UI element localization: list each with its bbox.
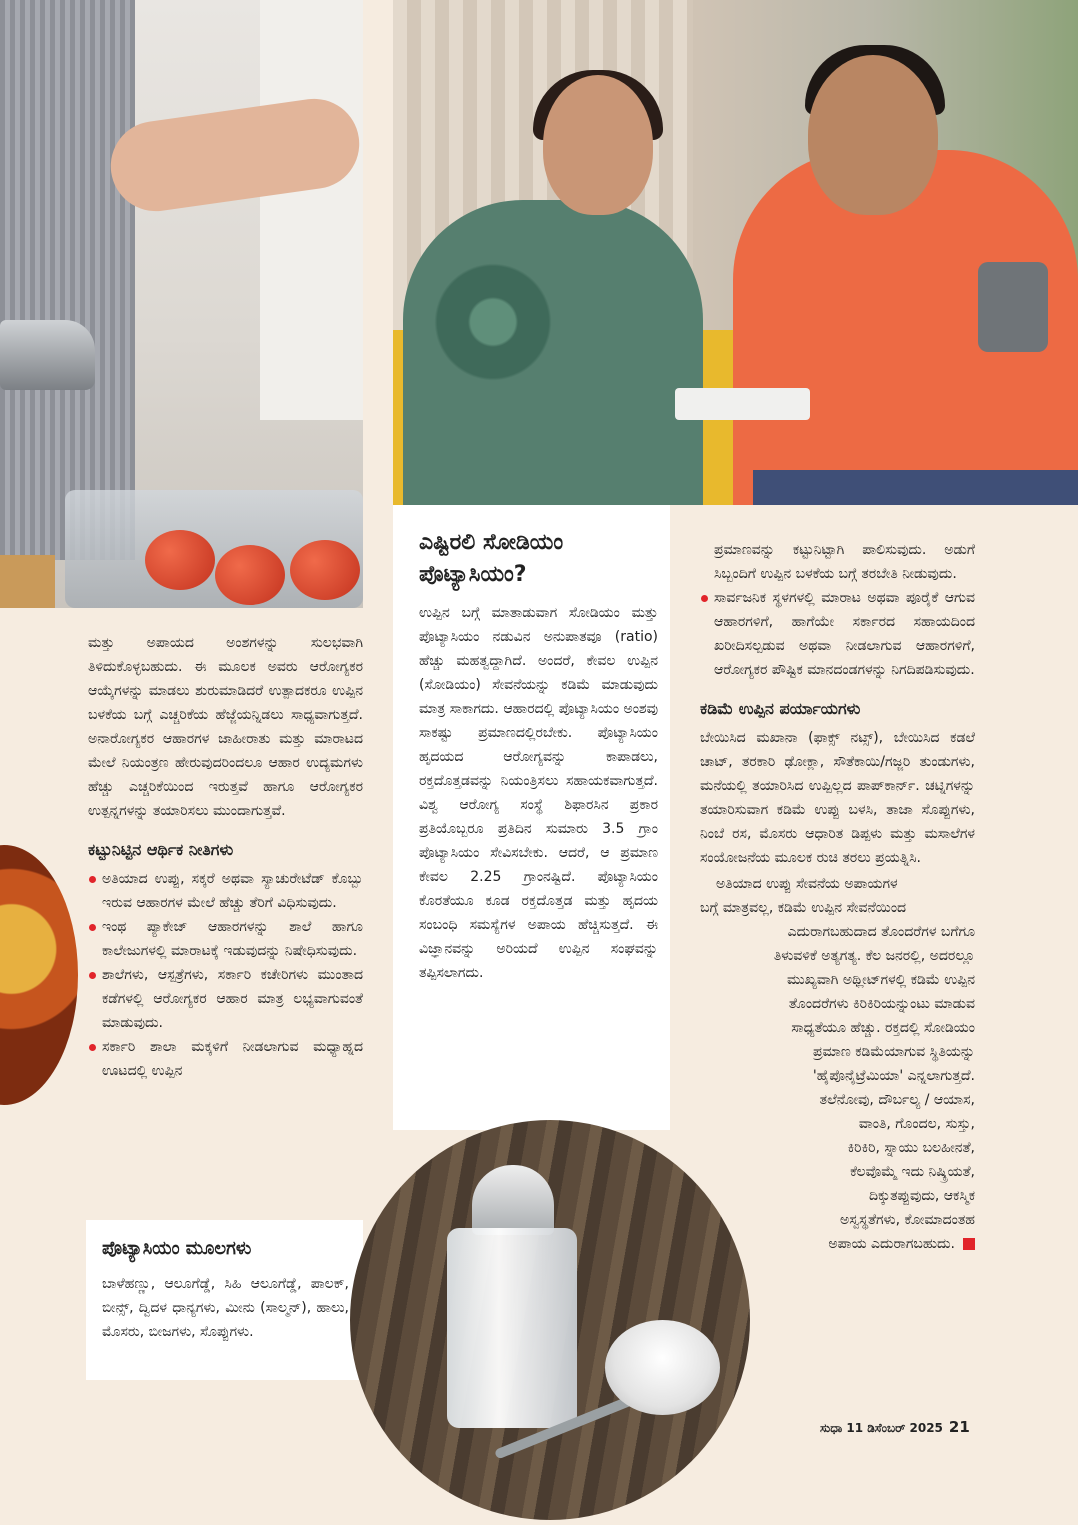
text-line: ಕೆಲವೊಮ್ಮೆ ಇದು ನಿಷ್ಕ್ರಿಯತೆ, xyxy=(850,1164,975,1180)
text-line: ಬಗ್ಗೆ ಮಾತ್ರವಲ್ಲ, ಕಡಿಮೆ ಉಪ್ಪಿನ ಸೇವನೆಯಿಂದ xyxy=(700,900,907,916)
potassium-sources-box xyxy=(86,1220,363,1380)
salt-spoon xyxy=(605,1320,720,1415)
jeans xyxy=(753,470,1078,505)
woman-face xyxy=(543,75,653,215)
bp-monitor xyxy=(675,388,810,420)
fiscal-policy-heading: ಕಟ್ಟುನಿಟ್ಟಿನ ಆರ್ಥಿಕ ನೀತಿಗಳು xyxy=(88,840,234,859)
list-item: ಸಾರ್ವಜನಿಕ ಸ್ಥಳಗಳಲ್ಲಿ ಮಾರಾಟ ಅಥವಾ ಪೂರೈಕೆ ಆಗುವ ಆಹಾರಗಳಿಗೆ, ಹಾಗೆಯೇ ಸರ್ಕಾರದ ಸಹಾಯದಿಂದ ಖರೀದಿಸಲ್ಪಡುವ ಅಥವಾ ನೀಡಲಾಗುವ ಆಹಾರಗಳಿಗೆ, ಆರೋಗ್ಯಕರ ಪೌಷ್ಟಿಕ ಮಾನದಂಡಗಳನ್ನು ನಿಗದಿಪಡಿಸುವುದು. xyxy=(700,586,975,682)
fiscal-policy-list xyxy=(88,867,363,1083)
pepper-circle-photo xyxy=(0,845,78,1105)
window-light xyxy=(260,0,363,420)
tomato xyxy=(215,545,285,605)
column-2 xyxy=(393,505,670,1130)
text-line: ಅಪಾಯ ಎದುರಾಗಬಹುದು. xyxy=(828,1236,955,1252)
low-salt-heading: ಕಡಿಮೆ ಉಪ್ಪಿನ ಪರ್ಯಾಯಗಳು xyxy=(700,699,861,718)
text-line: ವಾಂತಿ, ಗೊಂದಲ, ಸುಸ್ತು, xyxy=(858,1116,975,1132)
column-3 xyxy=(700,538,975,1256)
list-item: ಸರ್ಕಾರಿ ಶಾಲಾ ಮಕ್ಕಳಿಗೆ ನೀಡಲಾಗುವ ಮಧ್ಯಾಹ್ನದ ಊಟದಲ್ಲಿ ಉಪ್ಪಿನ xyxy=(88,1035,363,1083)
text-line: ದಿಕ್ಕುತಪ್ಪುವುದು, ಆಕಸ್ಮಿಕ xyxy=(868,1188,975,1204)
potassium-sources-heading: ಪೊಟ್ಯಾಸಿಯಂ ಮೂಲಗಳು xyxy=(102,1238,252,1259)
public-food-list xyxy=(700,586,975,682)
woman xyxy=(403,200,703,505)
cutting-board xyxy=(0,555,55,608)
low-salt-alternatives: ಬೇಯಿಸಿದ ಮಖಾನಾ (ಫಾಕ್ಸ್ ನಟ್ಸ್), ಬೇಯಿಸಿದ ಕಡಲೆ ಚಾಟ್, ತರಕಾರಿ ಢೋಕ್ಲಾ, ಸೌತೆಕಾಯಿ/ಗಜ್ಜರಿ ತುಂಡುಗಳು, ಮನೆಯಲ್ಲಿ ತಯಾರಿಸಿದ ಉಪ್ಪಿಲ್ಲದ ಪಾಪ್‌ಕಾರ್ನ್. ಚಟ್ನಿಗಳನ್ನು ತಯಾರಿಸುವಾಗ ಕಡಿಮೆ ಉಪ್ಪು ಬಳಸಿ, ತಾಜಾ ಸೊಪ್ಪುಗಳು, ನಿಂಬೆ ರಸ, ಮೊಸರು ಆಧಾರಿತ ಡಿಪ್ಪಳು ಮತ್ತು ಮಸಾಲೆಗಳ ಸಂಯೋಜನೆಯ ಮೂಲಕ ರುಚಿ ತರಲು ಪ್ರಯತ್ನಿಸಿ. xyxy=(700,730,975,866)
col1-paragraph: ಮತ್ತು ಅಪಾಯದ ಅಂಶಗಳನ್ನು ಸುಲಭವಾಗಿ ತಿಳಿದುಕೊಳ್ಳಬಹುದು. ಈ ಮೂಲಕ ಅವರು ಆರೋಗ್ಯಕರ ಆಯ್ಕೆಗಳನ್ನು ಮಾಡಲು ಶುರುಮಾಡಿದರೆ ಉತ್ಪಾದಕರೂ ಉಪ್ಪಿನ ಬಳಕೆಯ ಬಗ್ಗೆ ಎಚ್ಚರಿಕೆಯ ಹೆಜ್ಜೆಯನ್ನಿಡಲು ಸಾಧ್ಯವಾಗುತ್ತದೆ. ಅನಾರೋಗ್ಯಕರ ಆಹಾರಗಳ ಜಾಹೀರಾತು ಮತ್ತು ಮಾರಾಟದ ಮೇಲೆ ನಿಯಂತ್ರಣ ಹೇರುವುದರಿಂದಲೂ ಆಹಾರ ಉದ್ಯಮಗಳು ಹೆಚ್ಚು ಎಚ್ಚರಿಕೆಯಿಂದ ಇರುತ್ತವೆ ಹಾಗೂ ಆರೋಗ್ಯಕರ ಉತ್ಪನ್ನಗಳನ್ನು ತಯಾರಿಸಲು ಮುಂದಾಗುತ್ತವೆ. xyxy=(88,635,363,819)
hyponatremia-paragraph xyxy=(700,872,975,1256)
col3-paragraph: ಪ್ರಮಾಣವನ್ನು ಕಟ್ಟುನಿಟ್ಟಾಗಿ ಪಾಲಿಸುವುದು. ಅಡುಗೆ ಸಿಬ್ಬಂದಿಗೆ ಉಪ್ಪಿನ ಬಳಕೆಯ ಬಗ್ಗೆ ತರಬೇತಿ ನೀಡುವುದು. xyxy=(714,542,975,582)
salt-shaker-photo xyxy=(350,1120,750,1520)
column-1 xyxy=(88,631,363,1083)
text-line-last xyxy=(700,1232,975,1256)
page-footer xyxy=(820,1418,970,1436)
text-line: ಪ್ರಮಾಣ ಕಡಿಮೆಯಾಗುವ ಸ್ಥಿತಿಯನ್ನು xyxy=(812,1044,975,1060)
shaker-cap xyxy=(472,1165,554,1235)
couple-bp-photo xyxy=(393,0,1078,505)
sodium-potassium-heading: ಎಷ್ಟಿರಲಿ ಸೋಡಿಯಂ ಪೊಟ್ಯಾಸಿಯಂ? xyxy=(419,530,564,587)
text-line: ಅತಿಯಾದ ಉಪ್ಪು ಸೇವನೆಯ ಅಪಾಯಗಳ xyxy=(716,876,898,892)
end-mark-icon xyxy=(963,1238,975,1250)
tomato xyxy=(145,530,215,590)
list-item: ಶಾಲೆಗಳು, ಆಸ್ಪತ್ರೆಗಳು, ಸರ್ಕಾರಿ ಕಚೇರಿಗಳು ಮುಂತಾದ ಕಡೆಗಳಲ್ಲಿ ಆರೋಗ್ಯಕರ ಆಹಾರ ಮಾತ್ರ ಲಭ್ಯವಾಗುವಂತೆ ಮಾಡುವುದು. xyxy=(88,963,363,1035)
text-line: ಮುಖ್ಯವಾಗಿ ಅಥ್ಲೀಟ್‌ಗಳಲ್ಲಿ ಕಡಿಮೆ ಉಪ್ಪಿನ xyxy=(786,972,975,988)
glass-bowl xyxy=(65,490,363,608)
water-tap xyxy=(0,320,95,390)
text-line: ತಲೆನೋವು, ದೌರ್ಬಲ್ಯ / ಆಯಾಸ, xyxy=(819,1092,975,1108)
salt-shaker xyxy=(447,1228,577,1428)
text-line: ಸಾಧ್ಯತೆಯೂ ಹೆಚ್ಚು. ರಕ್ತದಲ್ಲಿ ಸೋಡಿಯಂ xyxy=(791,1020,975,1036)
text-line: ತೊಂದರೆಗಳು ಕಿರಿಕಿರಿಯನ್ನುಂಟು ಮಾಡುವ xyxy=(788,996,975,1012)
text-line: 'ಹೈಪೊನೈಟ್ರೆಮಿಯಾ' ಎನ್ನಲಾಗುತ್ತದೆ. xyxy=(812,1068,975,1084)
sodium-potassium-text: ಉಪ್ಪಿನ ಬಗ್ಗೆ ಮಾತಾಡುವಾಗ ಸೋಡಿಯಂ ಮತ್ತು ಪೊಟ್ಯಾಸಿಯಂ ನಡುವಿನ ಅನುಪಾತವೂ (ratio) ಹೆಚ್ಚು ಮಹತ್ವದ್ದಾಗಿದೆ. ಅಂದರೆ, ಕೇವಲ ಉಪ್ಪಿನ (ಸೋಡಿಯಂ) ಸೇವನೆಯನ್ನು ಕಡಿಮೆ ಮಾಡುವುದು ಮಾತ್ರ ಸಾಕಾಗದು. ಆಹಾರದಲ್ಲಿ ಪೊಟ್ಯಾಸಿಯಂ ಅಂಶವು ಸಾಕಷ್ಟು ಪ್ರಮಾಣದಲ್ಲಿರಬೇಕು. ಪೊಟ್ಯಾಸಿಯಂ ಹೃದಯದ ಆರೋಗ್ಯವನ್ನು ಕಾಪಾಡಲು, ರಕ್ತದೊತ್ತಡವನ್ನು ನಿಯಂತ್ರಿಸಲು ಸಹಾಯಕವಾಗುತ್ತದೆ. ವಿಶ್ವ ಆರೋಗ್ಯ ಸಂಸ್ಥೆ ಶಿಫಾರಸಿನ ಪ್ರಕಾರ ಪ್ರತಿಯೊಬ್ಬರೂ ಪ್ರತಿದಿನ ಸುಮಾರು 3.5 ಗ್ರಾಂ ಪೊಟ್ಯಾಸಿಯಂ ಸೇವಿಸಬೇಕು. ಆದರೆ, ಆ ಪ್ರಮಾಣ ಕೇವಲ 2.25 ಗ್ರಾಂನಷ್ಟಿದೆ. ಪೊಟ್ಯಾಸಿಯಂ ಕೊರತೆಯೂ ಕೂಡ ರಕ್ತದೊತ್ತಡ ಮತ್ತು ಹೃದಯ ಸಂಬಂಧಿ ಸಮಸ್ಯೆಗಳ ಅಪಾಯ ಹೆಚ್ಚಿಸುತ್ತದೆ. ಈ ವಿಜ್ಞಾನವನ್ನು ಅರಿಯದೆ ಉಪ್ಪಿನ ಸಂಘವನ್ನು ತಪ್ಪಿಸಲಾಗದು. xyxy=(419,605,658,981)
list-item: ಇಂಥ ಪ್ಯಾಕೇಜ್ ಆಹಾರಗಳನ್ನು ಶಾಲೆ ಹಾಗೂ ಕಾಲೇಜುಗಳಲ್ಲಿ ಮಾರಾಟಕ್ಕೆ ಇಡುವುದನ್ನು ನಿಷೇಧಿಸುವುದು. xyxy=(88,915,363,963)
text-line: ತಿಳುವಳಿಕೆ ಅತ್ಯಗತ್ಯ. ಕೆಲ ಜನರಲ್ಲಿ, ಅದರಲ್ಲೂ xyxy=(773,948,975,964)
bp-cuff xyxy=(978,262,1048,352)
list-item: ಅತಿಯಾದ ಉಪ್ಪು, ಸಕ್ಕರೆ ಅಥವಾ ಸ್ಯಾಚುರೇಟೆಡ್ ಕೊಬ್ಬು ಇರುವ ಆಹಾರಗಳ ಮೇಲೆ ಹೆಚ್ಚು ತೆರಿಗೆ ವಿಧಿಸುವುದು. xyxy=(88,867,363,915)
tomato xyxy=(290,540,360,600)
text-line: ಕಿರಿಕಿರಿ, ಸ್ನಾಯು ಬಲಹೀನತೆ, xyxy=(847,1140,975,1156)
man-face xyxy=(808,55,938,215)
text-line: ಎದುರಾಗಬಹುದಾದ ತೊಂದರೆಗಳ ಬಗೆಗೂ xyxy=(787,924,975,940)
striped-apron xyxy=(0,0,135,560)
page-number: 21 xyxy=(948,1418,970,1436)
potassium-sources-text: ಬಾಳೆಹಣ್ಣು, ಆಲೂಗೆಡ್ಡೆ, ಸಿಹಿ ಆಲೂಗೆಡ್ಡೆ, ಪಾಲಕ್, ಬೀನ್ಸ್, ದ್ವಿದಳ ಧಾನ್ಯಗಳು, ಮೀನು (ಸಾಲ್ಮನ್), ಹಾಲು, ಮೊಸರು, ಬೀಜಗಳು, ಸೊಪ್ಪುಗಳು. xyxy=(102,1276,349,1340)
kitchen-photo xyxy=(0,0,363,608)
text-line: ಅಸ್ವಸ್ಥತೆಗಳು, ಕೋಮಾದಂತಹ xyxy=(840,1212,975,1228)
issue-date: ಸುಧಾ 11 ಡಿಸೆಂಬರ್ 2025 xyxy=(820,1421,943,1435)
